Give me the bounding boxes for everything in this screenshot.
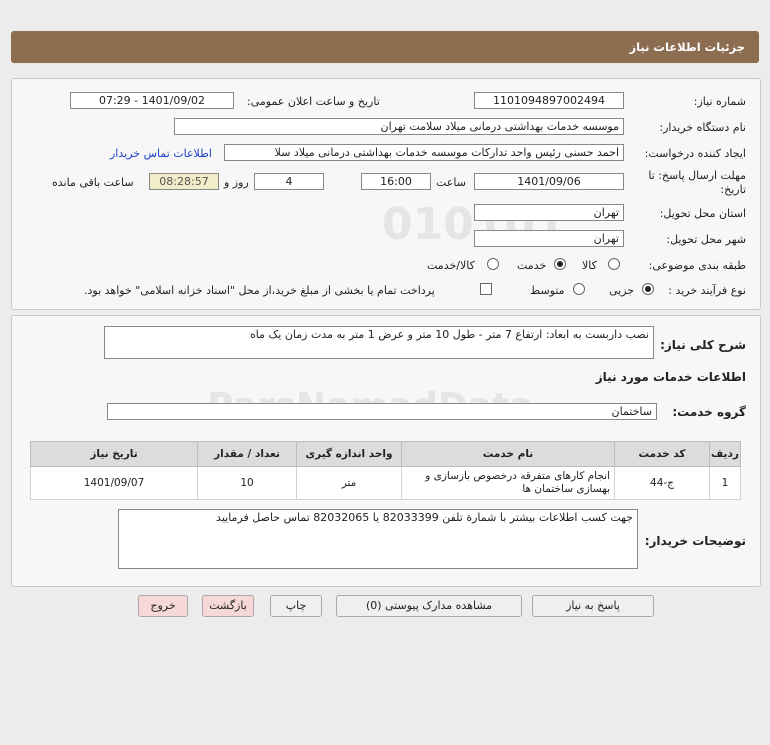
cell-service-name: انجام کارهای متفرقه درخصوص بازسازی و بهسازی ساختمان ها xyxy=(402,467,615,500)
days-label: روز و xyxy=(224,176,249,189)
process-medium-label: متوسط xyxy=(530,284,565,297)
remaining-label: ساعت باقی مانده xyxy=(52,176,134,189)
cell-quantity: 10 xyxy=(198,467,297,500)
table-header-row xyxy=(31,442,741,467)
cell-need-date: 1401/09/07 xyxy=(31,467,198,500)
print-button[interactable]: چاپ xyxy=(270,595,322,617)
buyer-notes-label: توضیحات خریدار: xyxy=(644,534,746,548)
back-button[interactable]: بازگشت xyxy=(202,595,254,617)
time-label: ساعت xyxy=(436,176,466,189)
treasury-text: پرداخت تمام یا بخشی از مبلغ خرید،از محل "اسناد خزانه اسلامی" خواهد بود. xyxy=(84,284,435,297)
process-medium-radio[interactable] xyxy=(573,283,585,295)
col-need-date: تاریخ نیاز xyxy=(31,442,198,467)
table-row xyxy=(31,467,741,500)
watermark-logo: 010101 xyxy=(382,199,566,250)
city-label: شهر محل تحویل: xyxy=(666,233,746,246)
col-quantity: تعداد / مقدار xyxy=(198,442,297,467)
process-minor-radio[interactable] xyxy=(642,283,654,295)
reply-button[interactable]: پاسخ به نیاز xyxy=(532,595,654,617)
buyer-contact-link[interactable]: اطلاعات تماس خریدار xyxy=(110,147,212,160)
category-service-label: خدمت xyxy=(517,259,547,272)
cell-service-code: ج-44 xyxy=(615,467,710,500)
cell-unit: متر xyxy=(297,467,402,500)
process-label: نوع فرآیند خرید : xyxy=(668,284,746,297)
announce-label: تاریخ و ساعت اعلان عمومی: xyxy=(247,95,380,108)
deadline-date-label: تاریخ: xyxy=(720,183,746,196)
buyer-label: نام دستگاه خریدار: xyxy=(659,121,746,134)
announce-field: 1401/09/02 - 07:29 xyxy=(70,92,234,109)
col-service-code: کد خدمت xyxy=(615,442,710,467)
category-goods-service-label: کالا/خدمت xyxy=(427,259,475,272)
category-label: طبقه بندی موضوعی: xyxy=(648,259,746,272)
request-info-panel xyxy=(11,78,761,310)
category-goods-service-radio[interactable] xyxy=(487,258,499,270)
col-row: ردیف xyxy=(710,442,741,467)
creator-label: ایجاد کننده درخواست: xyxy=(644,147,746,160)
buyer-field: موسسه خدمات بهداشتی درمانی میلاد سلامت تهران xyxy=(174,118,624,135)
category-goods-label: کالا xyxy=(582,259,597,272)
process-minor-label: جزیی xyxy=(609,284,635,297)
deadline-label: مهلت ارسال پاسخ: تا xyxy=(648,169,746,182)
col-service-name: نام خدمت xyxy=(402,442,615,467)
service-group-label: گروه خدمت: xyxy=(672,405,746,419)
need-number-field: 1101094897002494 xyxy=(474,92,624,109)
services-table xyxy=(30,441,741,500)
remaining-time-field: 08:28:57 xyxy=(149,173,219,190)
buyer-notes-field: جهت کسب اطلاعات بیشتر با شمارة تلفن 82033399 یا 82032065 تماس حاصل فرمایید xyxy=(118,509,638,569)
general-description-label: شرح کلی نیاز: xyxy=(660,338,746,352)
category-service-radio[interactable] xyxy=(554,258,566,270)
services-heading: اطلاعات خدمات مورد نیاز xyxy=(595,370,746,384)
days-field: 4 xyxy=(254,173,324,190)
creator-field: احمد حسنی رئیس واحد تدارکات موسسه خدمات بهداشتی درمانی میلاد سلا xyxy=(224,144,624,161)
category-goods-radio[interactable] xyxy=(608,258,620,270)
attachments-button[interactable]: مشاهده مدارک پیوستی (0) xyxy=(336,595,522,617)
province-label: استان محل تحویل: xyxy=(659,207,746,220)
service-group-field: ساختمان xyxy=(107,403,657,420)
deadline-date-field: 1401/09/06 xyxy=(474,173,624,190)
treasury-checkbox[interactable] xyxy=(480,283,492,295)
need-number-label: شماره نیاز: xyxy=(693,95,746,108)
description-panel xyxy=(11,315,761,587)
city-field: تهران xyxy=(474,230,624,247)
page-title: جزئیات اطلاعات نیاز xyxy=(629,40,745,54)
col-unit: واحد اندازه گیری xyxy=(297,442,402,467)
deadline-time-field: 16:00 xyxy=(361,173,431,190)
general-description-field: نصب داربست به ابعاد: ارتفاع 7 متر - طول 10 متر و عرض 1 متر به مدت زمان یک ماه xyxy=(104,326,654,359)
exit-button[interactable]: خروج xyxy=(138,595,188,617)
province-field: تهران xyxy=(474,204,624,221)
page-header xyxy=(11,31,759,63)
cell-row: 1 xyxy=(710,467,741,500)
